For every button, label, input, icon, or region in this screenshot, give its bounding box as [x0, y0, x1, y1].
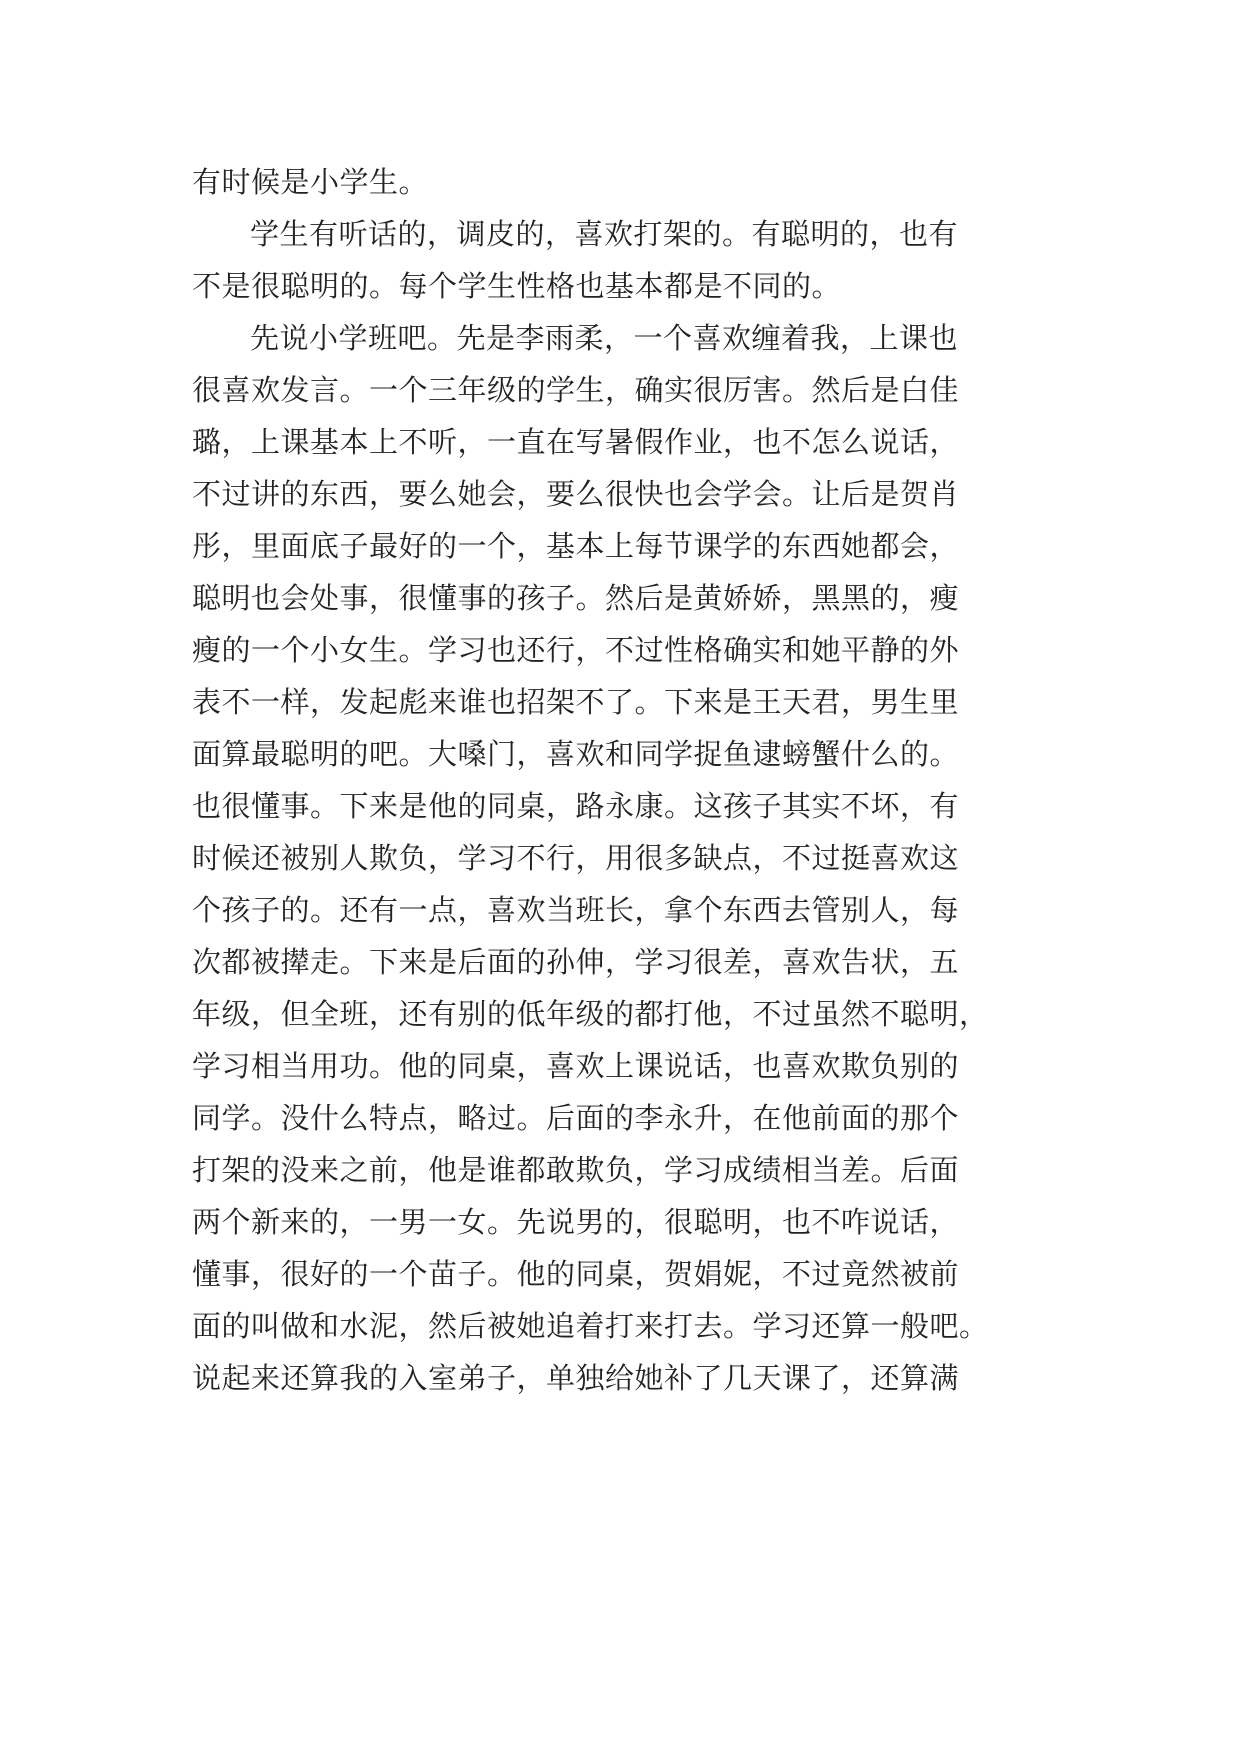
- text-line: 年级，但全班，还有别的低年级的都打他，不过虽然不聪明，: [192, 997, 989, 1031]
- text-line: 不过讲的东西，要么她会，要么很快也会学会。让后是贺肖: [192, 477, 960, 511]
- text-line: 先说小学班吧。先是李雨柔，一个喜欢缠着我，上课也: [250, 321, 959, 355]
- text-line: 学习相当用功。他的同桌，喜欢上课说话，也喜欢欺负别的: [192, 1049, 960, 1083]
- text-line: 个孩子的。还有一点，喜欢当班长，拿个东西去管别人，每: [192, 893, 960, 927]
- text-line: 不是很聪明的。每个学生性格也基本都是不同的。: [192, 269, 842, 303]
- text-line: 也很懂事。下来是他的同桌，路永康。这孩子其实不坏，有: [192, 789, 960, 823]
- text-line: 有时候是小学生。: [192, 165, 429, 199]
- text-line: 瘦的一个小女生。学习也还行，不过性格确实和她平静的外: [192, 633, 960, 667]
- text-line: 面的叫做和水泥，然后被她追着打来打去。学习还算一般吧。: [192, 1309, 989, 1343]
- text-line: 次都被撵走。下来是后面的孙伸，学习很差，喜欢告状，五: [192, 945, 960, 979]
- text-line: 聪明也会处事，很懂事的孩子。然后是黄娇娇，黑黑的，瘦: [192, 581, 960, 615]
- text-line: 面算最聪明的吧。大嗓门，喜欢和同学捉鱼逮螃蟹什么的。: [192, 737, 960, 771]
- text-line: 同学。没什么特点，略过。后面的李永升，在他前面的那个: [192, 1101, 960, 1135]
- text-line: 懂事，很好的一个苗子。他的同桌，贺娟妮，不过竟然被前: [192, 1257, 960, 1291]
- text-line: 璐，上课基本上不听，一直在写暑假作业，也不怎么说话，: [192, 425, 960, 459]
- text-line: 表不一样，发起彪来谁也招架不了。下来是王天君，男生里: [192, 685, 960, 719]
- text-line: 时候还被别人欺负，学习不行，用很多缺点，不过挺喜欢这: [192, 841, 960, 875]
- text-line: 说起来还算我的入室弟子，单独给她补了几天课了，还算满: [192, 1361, 960, 1395]
- text-line: 彤，里面底子最好的一个，基本上每节课学的东西她都会，: [192, 529, 960, 563]
- text-line: 学生有听话的，调皮的，喜欢打架的。有聪明的，也有: [250, 217, 959, 251]
- text-line: 打架的没来之前，他是谁都敢欺负，学习成绩相当差。后面: [192, 1153, 960, 1187]
- text-line: 两个新来的，一男一女。先说男的，很聪明，也不咋说话，: [192, 1205, 960, 1239]
- text-line: 很喜欢发言。一个三年级的学生，确实很厉害。然后是白佳: [192, 373, 960, 407]
